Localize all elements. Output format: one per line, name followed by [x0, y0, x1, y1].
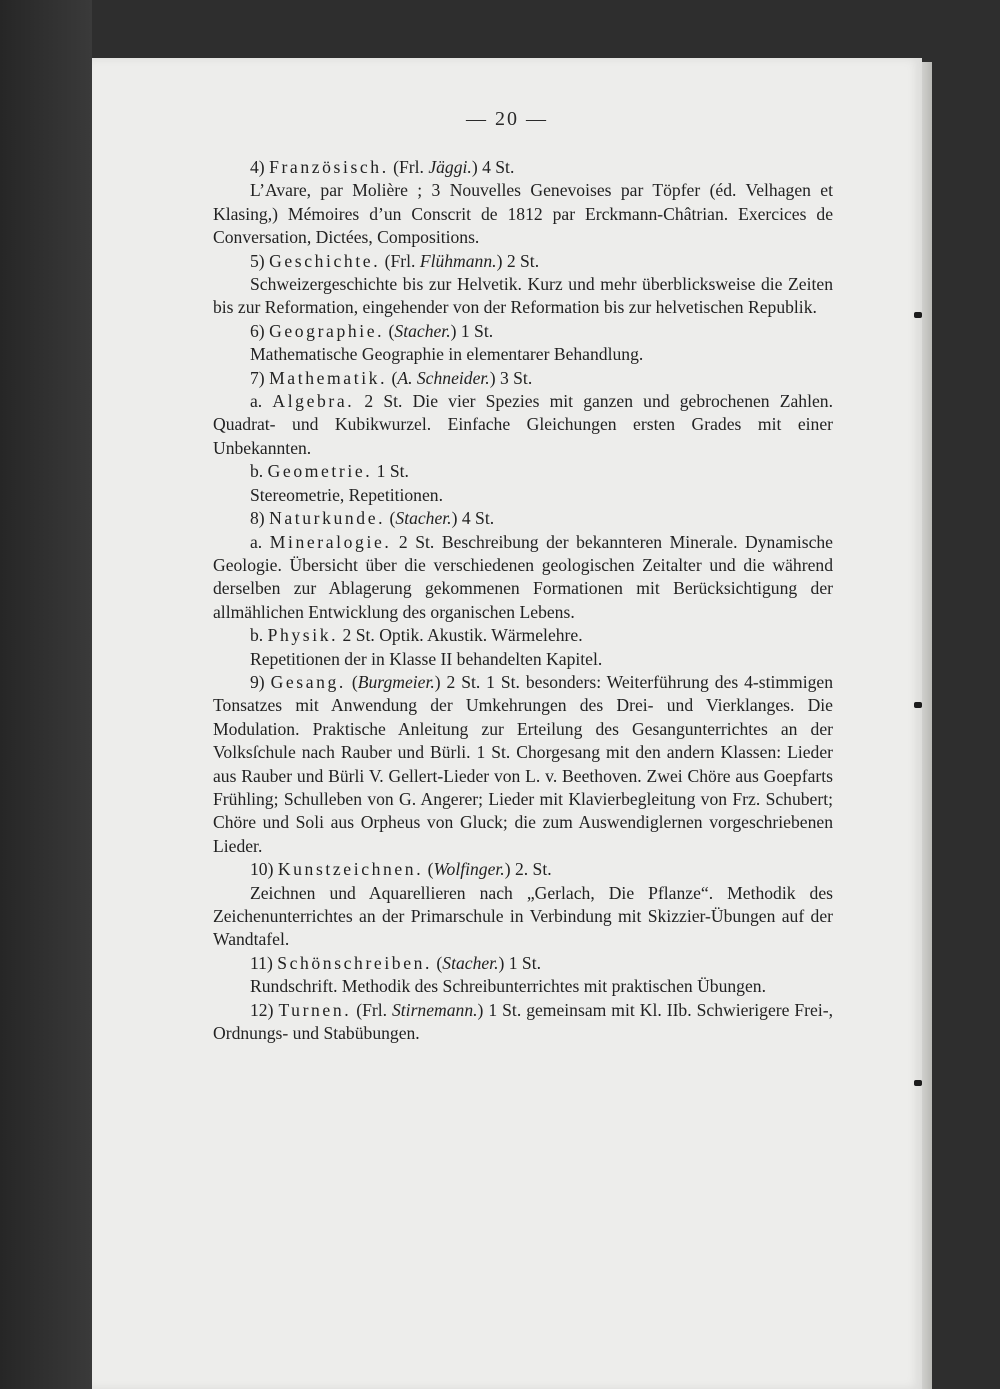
section-heading-schoenschreiben: 11) Schönschreiben. (Stacher.) 1 St.	[250, 952, 542, 973]
section-heading-mathematik: 7) Mathematik. (A. Schneider.) 3 St.	[250, 367, 533, 388]
edge-mark	[914, 312, 922, 318]
section-heading-geschichte: 5) Geschichte. (Frl. Flühmann.) 2 St.	[250, 250, 540, 271]
section-heading-naturkunde: 8) Naturkunde. (Stacher.) 4 St.	[250, 508, 495, 529]
subsection-mineralogie: a. Mineralogie. 2 St. Beschreibung der bekannteren Minerale. Dynamische Geologie. Übersicht über die verschiedenen geologischen Zeitalter und die während derselben zur Ablagerung gekommenen Formationen mit Berücksichtigung der allmählichen Entwicklung des organischen Lebens.	[213, 531, 833, 622]
paragraph-kunstzeichnen: Zeichnen und Aquarellieren nach „Gerlach, Die Pflanze“. Methodik des Zeichenunterrichtes an der Primarschule in Verbindung mit Skizzier-Übungen auf der Wandtafel.	[213, 882, 833, 950]
subsection-algebra: a. Algebra. 2 St. Die vier Spezies mit ganzen und gebrochenen Zahlen. Quadrat- und Kubikwurzel. Einfache Gleichungen ersten Grades mit einer Unbekannten.	[213, 391, 833, 458]
scan-background	[0, 0, 92, 1389]
edge-mark	[914, 702, 922, 708]
edge-mark	[914, 1080, 922, 1086]
section-heading-geographie: 6) Geographie. (Stacher.) 1 St.	[250, 320, 494, 341]
paragraph-physik: Repetitionen der in Klasse II behandelten Kapitel.	[250, 648, 603, 669]
subsection-geometrie: b. Geometrie. 1 St.	[250, 461, 409, 482]
section-turnen: 12) Turnen. (Frl. Stirnemann.) 1 St. gemeinsam mit Kl. IIb. Schwierigere Frei-, Ordnungs- und Stabübungen.	[213, 999, 833, 1044]
document-page	[92, 58, 922, 1389]
page-number: — 20 —	[466, 108, 548, 130]
section-heading-kunstzeichnen: 10) Kunstzeichnen. (Wolfinger.) 2. St.	[250, 859, 552, 880]
section-heading-franzoesisch: 4) Französisch. (Frl. Jäggi.) 4 St.	[250, 157, 515, 177]
paragraph-franzoesisch: L’Avare, par Molière ; 3 Nouvelles Genevoises par Töpfer (éd. Velhagen et Klasing,) Mémoires d’un Conscrit de 1812 par Erckmann-Châtrian. Exercices de Conversation, Dictées, Compositions.	[213, 180, 833, 248]
subsection-physik: b. Physik. 2 St. Optik. Akustik. Wärmelehre.	[250, 625, 583, 646]
paragraph-geschichte: Schweizergeschichte bis zur Helvetik. Kurz und mehr überblicksweise die Zeiten bis zur Reformation, eingehender von der Reformation bis zur helvetischen Republik.	[213, 274, 833, 318]
paragraph-geometrie: Stereometrie, Repetitionen.	[250, 484, 443, 505]
section-gesang: 9) Gesang. (Burgmeier.) 2 St. 1 St. besonders: Weiterführung des 4-stimmigen Tonsatzes mit Anwendung der Umkehrungen des Drei- und Vierklanges. Die Modulation. Praktische Anleitung zur Erteilung des Gesangunterrichtes an der Volksſchule nach Rauber und Bürli. 1 St. Chorgesang mit den andern Klassen: Lieder aus Rauber und Bürli V. Gellert-Lieder von L. v. Beethoven. Zwei Chöre aus Goepfarts Frühling; Schulleben von G. Angerer; Lieder mit Klavierbegleitung von Frz. Schubert; Chöre und Soli aus Orpheus von Gluck; die zum Auswendiglernen vorgeschriebenen Lieder.	[213, 671, 834, 856]
paragraph-geographie: Mathematische Geographie in elementarer Behandlung.	[250, 344, 644, 365]
page-body	[213, 156, 833, 1045]
paragraph-schoenschreiben: Rundschrift. Methodik des Schreibunterrichtes mit praktischen Übungen.	[250, 976, 766, 997]
